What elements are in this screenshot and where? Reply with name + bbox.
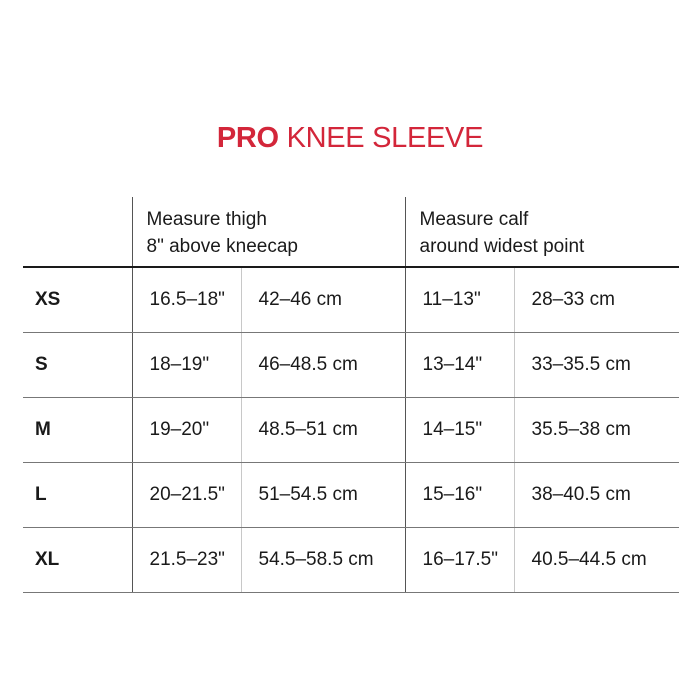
thigh-inches: 19–20" — [132, 397, 241, 462]
thigh-cm: 54.5–58.5 cm — [241, 527, 405, 592]
thigh-inches: 16.5–18" — [132, 267, 241, 332]
table-row — [23, 462, 679, 527]
title-brand: PRO — [216, 122, 279, 154]
size-label: M — [23, 397, 132, 462]
calf-cm: 28–33 cm — [514, 267, 679, 332]
thigh-cm: 46–48.5 cm — [241, 332, 405, 397]
thigh-header-line2: 8" above kneecap — [146, 236, 298, 257]
calf-header-line2: around widest point — [419, 236, 585, 257]
calf-header-line1: Measure calf — [419, 209, 529, 230]
calf-cm: 33–35.5 cm — [514, 332, 679, 397]
size-chart-table — [23, 197, 679, 593]
calf-inches: 16–17.5" — [405, 527, 514, 592]
thigh-cm: 42–46 cm — [241, 267, 405, 332]
calf-inches: 15–16" — [405, 462, 514, 527]
size-label: S — [23, 332, 132, 397]
table-row — [23, 267, 679, 332]
calf-inches: 11–13" — [405, 267, 514, 332]
thigh-cm: 51–54.5 cm — [241, 462, 405, 527]
thigh-inches: 20–21.5" — [132, 462, 241, 527]
size-label: XL — [23, 527, 132, 592]
size-header-cell — [23, 197, 132, 267]
thigh-inches: 21.5–23" — [132, 527, 241, 592]
calf-inches: 14–15" — [405, 397, 514, 462]
size-label: XS — [23, 267, 132, 332]
table-row — [23, 397, 679, 462]
page-title — [0, 120, 700, 156]
thigh-header-line1: Measure thigh — [146, 209, 267, 230]
calf-cm: 40.5–44.5 cm — [514, 527, 679, 592]
calf-header — [405, 197, 679, 267]
thigh-cm: 48.5–51 cm — [241, 397, 405, 462]
thigh-inches: 18–19" — [132, 332, 241, 397]
size-label: L — [23, 462, 132, 527]
thigh-header — [132, 197, 405, 267]
calf-inches: 13–14" — [405, 332, 514, 397]
calf-cm: 38–40.5 cm — [514, 462, 679, 527]
calf-cm: 35.5–38 cm — [514, 397, 679, 462]
title-product: KNEE SLEEVE — [286, 122, 484, 154]
table-row — [23, 332, 679, 397]
table-row — [23, 527, 679, 592]
header-row — [23, 197, 679, 267]
